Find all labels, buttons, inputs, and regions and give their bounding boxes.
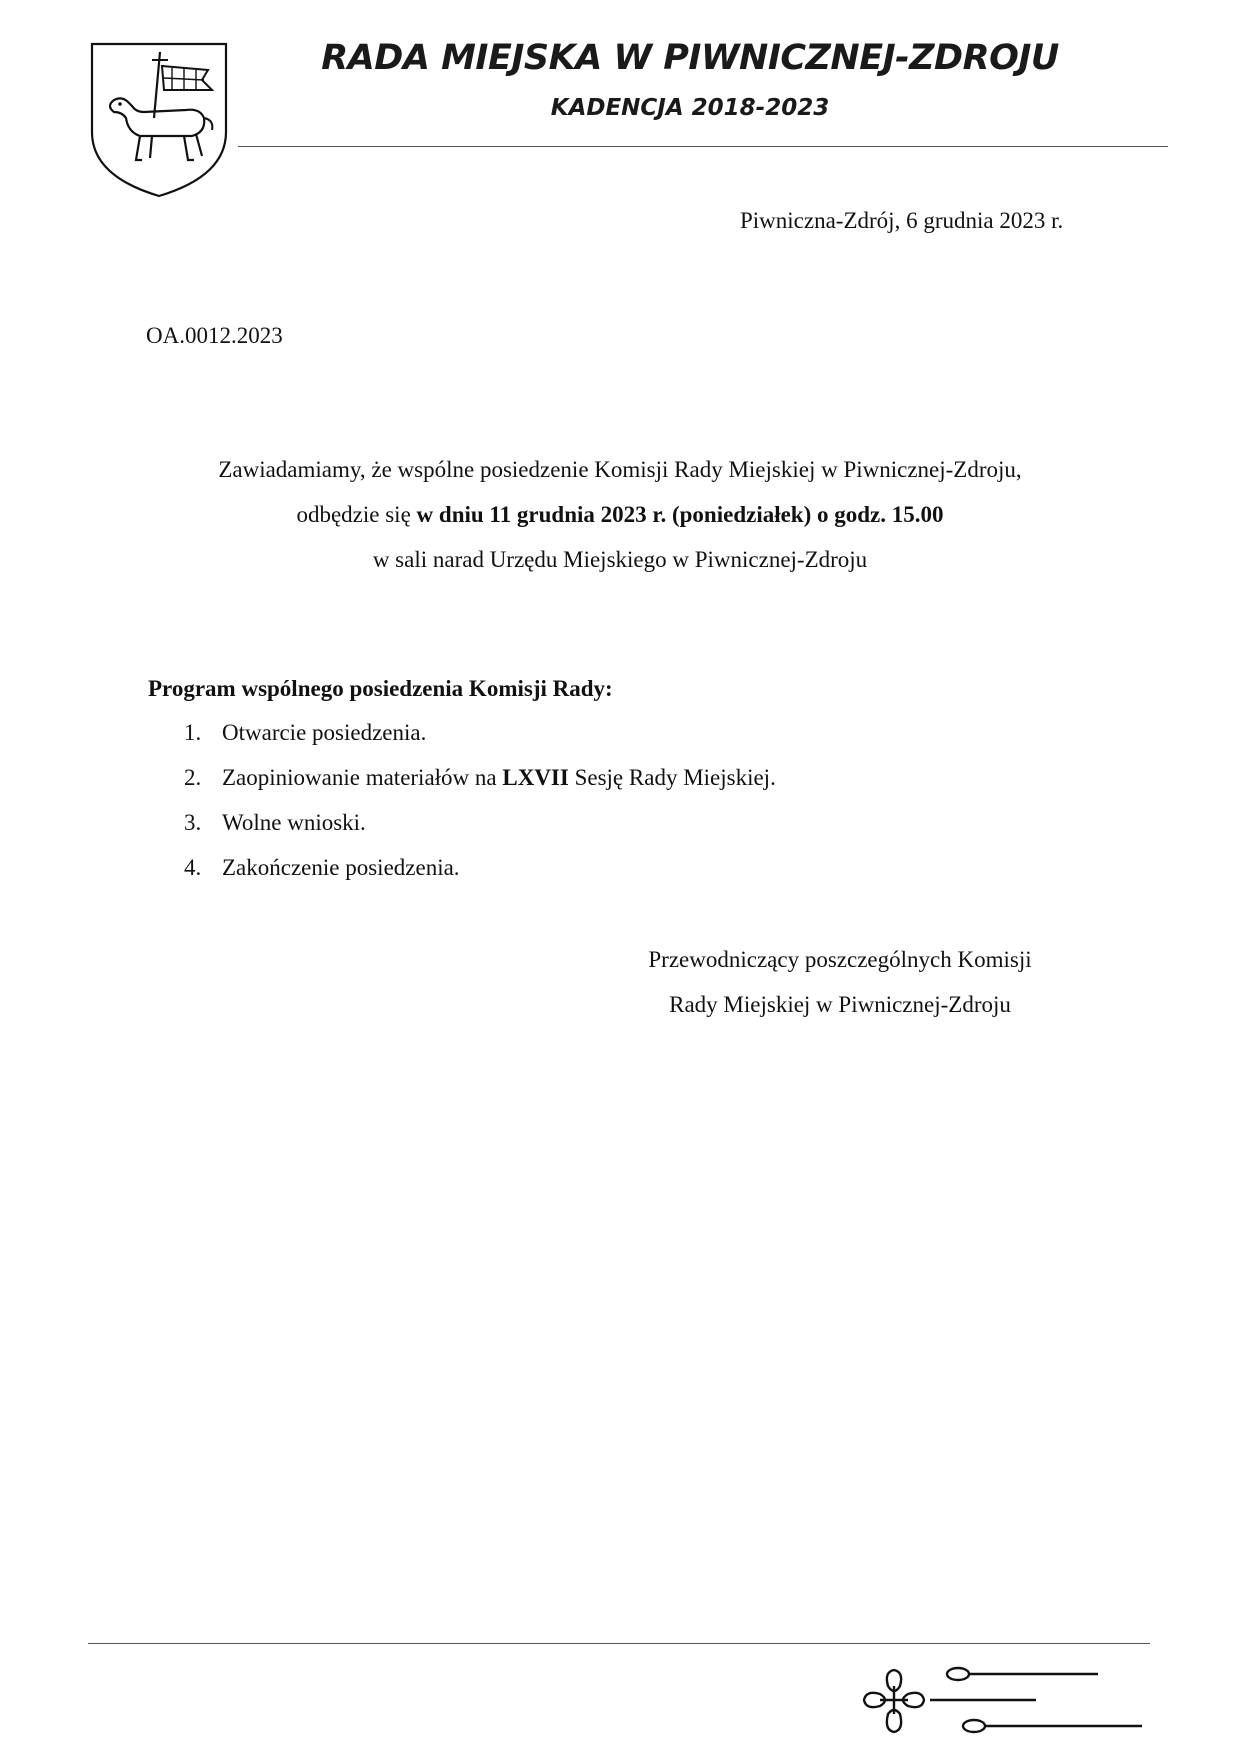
signature-line-2: Rady Miejskiej w Piwnicznej-Zdroju <box>669 992 1011 1017</box>
date-line: Piwniczna-Zdrój, 6 grudnia 2023 r. <box>740 208 1064 233</box>
decorative-knot-icon <box>850 1656 1150 1746</box>
meeting-datetime: w dniu 11 grudnia 2023 r. (poniedziałek) o godz. 15.00 <box>416 502 944 527</box>
notice-line-1: Zawiadamiamy, że wspólne posiedzenie Komisji Rady Miejskiej w Piwnicznej-Zdroju, <box>218 457 1022 482</box>
notice-line-3: w sali narad Urzędu Miejskiego w Piwnicznej-Zdroju <box>372 547 868 572</box>
agenda-item-number: 4. <box>184 855 202 880</box>
agenda-item <box>184 851 776 896</box>
agenda-item-number: 3. <box>184 810 202 835</box>
reference-number: OA.0012.2023 <box>146 323 283 348</box>
agenda-list <box>184 716 776 896</box>
agenda-item-text <box>222 761 776 806</box>
council-title: RADA MIEJSKA W PIWNICZNEJ-ZDROJU <box>321 38 1059 78</box>
agenda-item-text-before: Zaopiniowanie materiałów na <box>222 765 503 790</box>
agenda-item-number: 1. <box>184 720 202 745</box>
signature-line-1: Przewodniczący poszczególnych Komisji <box>648 947 1032 972</box>
agenda-item-text-after: Sesję Rady Miejskiej. <box>568 765 776 790</box>
signature-block <box>600 937 1080 1027</box>
agenda-title: Program wspólnego posiedzenia Komisji Rady: <box>148 676 613 701</box>
notice-line-2 <box>100 492 1140 537</box>
meeting-notice <box>100 447 1140 582</box>
term-subtitle: KADENCJA 2018-2023 <box>550 95 830 121</box>
header-divider <box>238 146 1168 147</box>
notice-line-2-prefix: odbędzie się <box>296 502 417 527</box>
agenda-item-text: Wolne wnioski. <box>222 810 366 835</box>
agenda-item <box>184 806 776 851</box>
agenda-item <box>184 716 776 761</box>
coat-of-arms-lamb-icon <box>88 40 230 200</box>
session-number: LXVII <box>502 765 569 790</box>
agenda-item-text: Otwarcie posiedzenia. <box>222 720 427 745</box>
agenda-item-text: Zakończenie posiedzenia. <box>222 855 460 880</box>
footer-divider <box>88 1643 1150 1644</box>
agenda-item <box>184 761 776 806</box>
agenda-item-number: 2. <box>184 765 202 790</box>
